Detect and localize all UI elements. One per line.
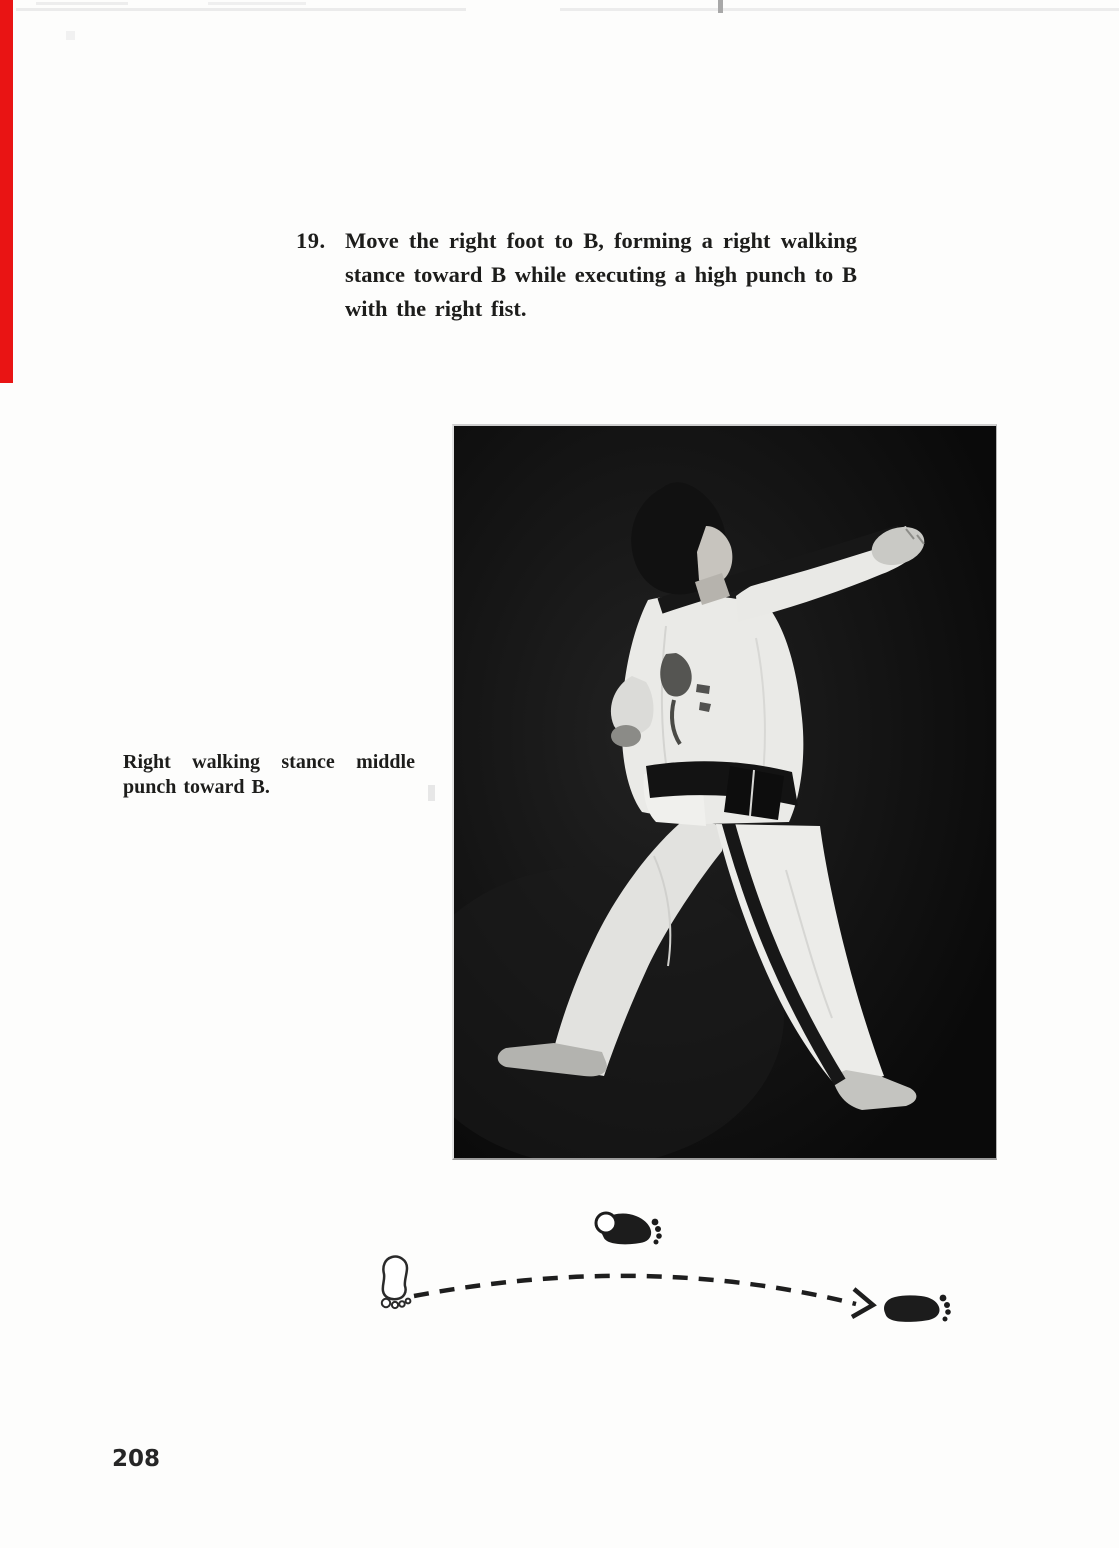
toe-dot: [654, 1240, 659, 1245]
toe-dot: [945, 1309, 951, 1315]
footwork-diagram: [352, 1196, 972, 1366]
scan-artifact: [66, 31, 75, 40]
toe-outline: [382, 1299, 390, 1307]
toe-outline: [406, 1299, 411, 1304]
toe-dot: [940, 1295, 947, 1302]
foot-sole-outline: [383, 1257, 407, 1300]
toe-dot: [943, 1317, 948, 1322]
scan-artifact: [428, 785, 435, 801]
scan-artifact: [36, 2, 128, 5]
scan-artifact: [560, 8, 1119, 11]
scan-artifact: [208, 2, 306, 5]
target-foot-print-icon: [884, 1295, 951, 1322]
photo-caption: Right walking stance middle punch toward B.: [123, 751, 415, 798]
page-edge-red-mark: [0, 0, 13, 383]
toe-dot: [944, 1302, 950, 1308]
toe-dot: [652, 1219, 659, 1226]
scan-artifact: [718, 0, 723, 13]
heel-outline: [596, 1213, 616, 1233]
instruction-text: Move the right foot to B, forming a right walking stance toward B while executing a high punch to B with the right fist.: [345, 228, 857, 321]
technique-photo: [452, 424, 997, 1160]
toe-outline: [392, 1302, 398, 1308]
page-number: 208: [112, 1446, 161, 1472]
start-foot-outline-icon: [382, 1257, 411, 1309]
moving-foot-print-icon: [596, 1213, 662, 1245]
instruction-step: [296, 224, 858, 326]
instruction-number: 19.: [296, 228, 326, 253]
figure-rear-fist: [611, 725, 641, 747]
martial-artist-figure: [454, 426, 996, 1158]
toe-dot: [656, 1233, 662, 1239]
toe-outline: [399, 1301, 404, 1306]
movement-arrow-dashed-path: [414, 1276, 856, 1304]
foot-sole-solid: [884, 1295, 939, 1322]
toe-dot: [655, 1226, 661, 1232]
scan-artifact: [16, 8, 466, 11]
